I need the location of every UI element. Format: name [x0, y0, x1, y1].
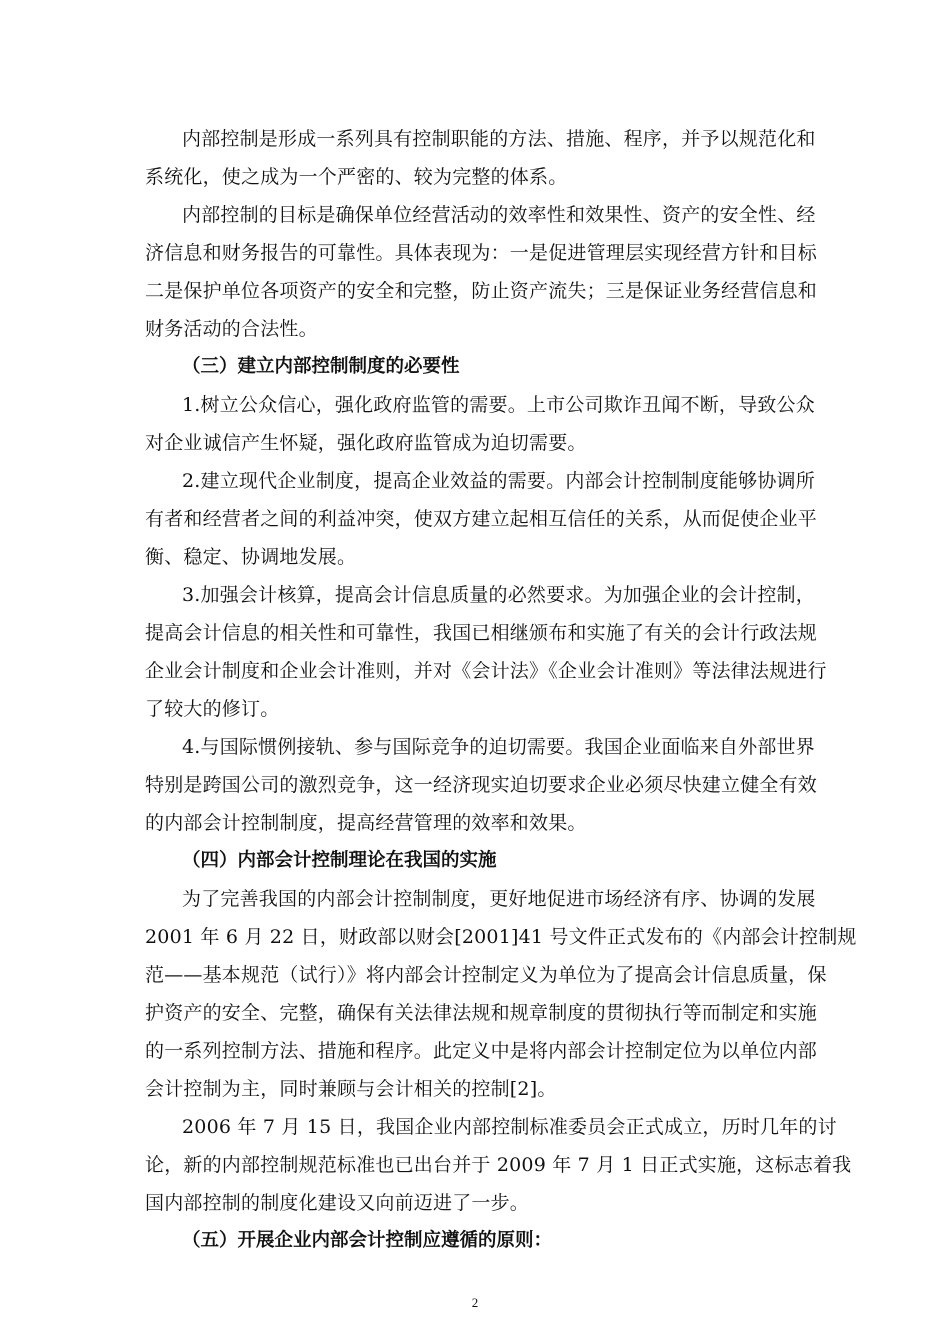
paragraph-line: 1.树立公众信心，强化政府监管的需要。上市公司欺诈丑闻不断，导致公众 — [182, 394, 815, 416]
paragraph-line: 的内部会计控制制度，提高经营管理的效率和效果。 — [145, 812, 587, 834]
section-heading: （三）建立内部控制制度的必要性 — [182, 356, 460, 377]
paragraph-line: 了较大的修订。 — [145, 698, 280, 720]
paragraph-line: 2.建立现代企业制度，提高企业效益的需要。内部会计控制制度能够协调所 — [182, 470, 815, 492]
paragraph-line: 4.与国际惯例接轨、参与国际竞争的迫切需要。我国企业面临来自外部世界 — [182, 736, 815, 758]
paragraph-line: 2001 年 6 月 22 日，财政部以财会[2001]41 号文件正式发布的《内部会计控制规 — [145, 926, 857, 948]
paragraph-line: 会计控制为主，同时兼顾与会计相关的控制[2]。 — [145, 1078, 557, 1100]
paragraph-line: 护资产的安全、完整，确保有关法律法规和规章制度的贯彻执行等而制定和实施 — [145, 1002, 818, 1024]
paragraph-line: 二是保护单位各项资产的安全和完整，防止资产流失；三是保证业务经营信息和 — [145, 280, 818, 302]
paragraph-line: 范——基本规范（试行）》将内部会计控制定义为单位为了提高会计信息质量，保 — [145, 964, 827, 986]
paragraph-line: 内部控制是形成一系列具有控制职能的方法、措施、程序，并予以规范化和 — [182, 128, 816, 150]
paragraph-line: 论，新的内部控制规范标准也已出台并于 2009 年 7 月 1 日正式实施，这标志着我 — [145, 1154, 852, 1176]
paragraph-line: 为了完善我国的内部会计控制制度，更好地促进市场经济有序、协调的发展 — [182, 888, 816, 910]
paragraph-line: 企业会计制度和企业会计准则，并对《会计法》《企业会计准则》等法律法规进行 — [145, 660, 827, 682]
paragraph-line: 内部控制的目标是确保单位经营活动的效率性和效果性、资产的安全性、经 — [182, 204, 816, 226]
section-heading: （五）开展企业内部会计控制应遵循的原则： — [182, 1230, 553, 1251]
paragraph-line: 国内部控制的制度化建设又向前迈进了一步。 — [145, 1192, 530, 1214]
paragraph-line: 系统化，使之成为一个严密的、较为完整的体系。 — [145, 166, 568, 188]
paragraph-line: 2006 年 7 月 15 日，我国企业内部控制标准委员会正式成立，历时几年的讨 — [182, 1116, 837, 1138]
paragraph-line: 衡、稳定、协调地发展。 — [145, 546, 357, 568]
page-number: 2 — [471, 1295, 479, 1310]
paragraph-line: 财务活动的合法性。 — [145, 318, 318, 340]
paragraph-line: 特别是跨国公司的激烈竞争，这一经济现实迫切要求企业必须尽快建立健全有效 — [145, 774, 818, 796]
paragraph-line: 对企业诚信产生怀疑，强化政府监管成为迫切需要。 — [145, 432, 587, 454]
paragraph-line: 有者和经营者之间的利益冲突，使双方建立起相互信任的关系，从而促使企业平 — [145, 508, 818, 530]
paragraph-line: 济信息和财务报告的可靠性。具体表现为：一是促进管理层实现经营方针和目标 — [145, 242, 818, 264]
paragraph-line: 提高会计信息的相关性和可靠性，我国已相继颁布和实施了有关的会计行政法规 — [145, 622, 818, 644]
paragraph-line: 3.加强会计核算，提高会计信息质量的必然要求。为加强企业的会计控制， — [182, 584, 815, 606]
section-heading: （四）内部会计控制理论在我国的实施 — [182, 850, 497, 871]
paragraph-line: 的一系列控制方法、措施和程序。此定义中是将内部会计控制定位为以单位内部 — [145, 1040, 818, 1062]
